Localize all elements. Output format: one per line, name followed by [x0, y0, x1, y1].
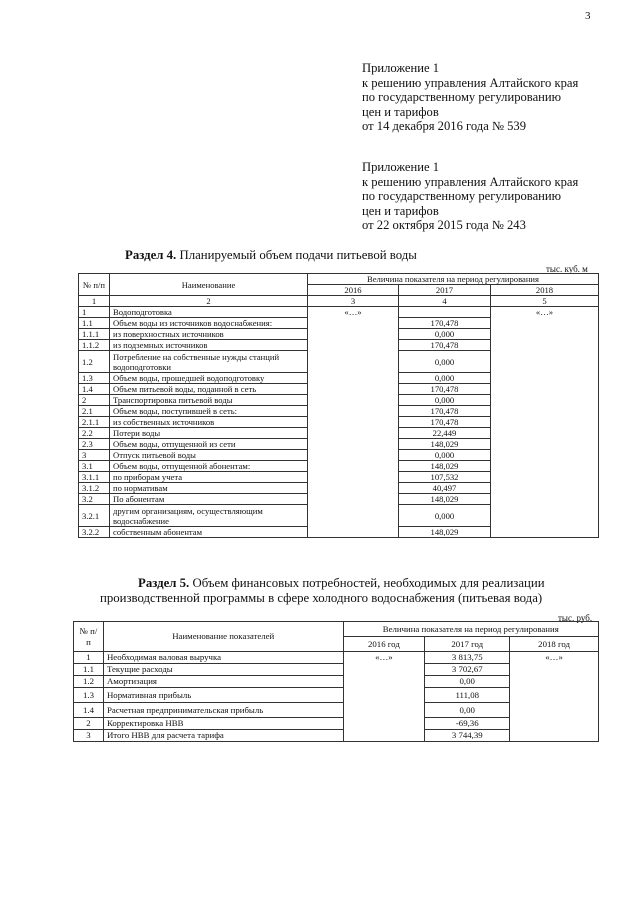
row-number: 2.3 [79, 439, 110, 450]
row-number: 2.2 [79, 428, 110, 439]
value-2016: «…» [308, 307, 399, 538]
value-2016: «…» [343, 652, 425, 742]
section4-title: Планируемый объем подачи питьевой воды [179, 248, 417, 262]
row-number: 3.2 [79, 494, 110, 505]
row-name: Объем воды, отпущенной из сети [110, 439, 308, 450]
appendix-line: от 14 декабря 2016 года № 539 [362, 119, 527, 134]
value-2017: 148,029 [399, 461, 491, 472]
row-name: из поверхностных источников [110, 329, 308, 340]
value-2017: 0,000 [399, 329, 491, 340]
section4-table [78, 273, 599, 538]
value-2018: «…» [510, 652, 599, 742]
row-number: 3.1.2 [79, 483, 110, 494]
row-number: 1.4 [79, 384, 110, 395]
row-number: 3.1.1 [79, 472, 110, 483]
appendix-line: к решению управления Алтайского края [362, 174, 579, 189]
value-2017: 40,497 [399, 483, 491, 494]
row-number: 3 [74, 730, 104, 742]
row-number: 1.1.2 [79, 340, 110, 351]
value-2017: 0,000 [399, 373, 491, 384]
header-year: 2016 [308, 285, 399, 296]
row-name: Объем воды из источников водоснабжения: [110, 318, 308, 329]
value-2017: 0,000 [399, 351, 491, 373]
value-2017: -69,36 [425, 718, 510, 730]
row-name: Необходимая валовая выручка [103, 652, 343, 664]
value-2017: 170,478 [399, 406, 491, 417]
row-number: 1.4 [74, 703, 104, 718]
appendix-line: цен и тарифов [362, 104, 439, 119]
row-number: 3.2.2 [79, 527, 110, 538]
header-period: Величина показателя на период регулирования [343, 622, 599, 637]
row-number: 1.2 [74, 676, 104, 688]
section5-table [73, 621, 599, 742]
appendix-line: Приложение 1 [362, 160, 440, 174]
row-name: Текущие расходы [103, 664, 343, 676]
row-number: 1.3 [74, 688, 104, 703]
header-year: 2017 год [425, 637, 510, 652]
header-year: 2016 год [343, 637, 425, 652]
row-name: Объем воды, отпущенной абонентам: [110, 461, 308, 472]
section5-units: тыс. руб. [558, 613, 593, 623]
row-name: Нормативная прибыль [103, 688, 343, 703]
row-number: 2 [74, 718, 104, 730]
row-name: Объем воды, прошедшей водоподготовку [110, 373, 308, 384]
row-number: 1 [79, 307, 110, 318]
value-2017: 170,478 [399, 340, 491, 351]
header-period: Величина показателя на период регулирования [308, 274, 599, 285]
row-name: Итого НВВ для расчета тарифа [103, 730, 343, 742]
row-number: 2.1.1 [79, 417, 110, 428]
header-name: Наименование [110, 274, 308, 296]
row-number: 2 [79, 395, 110, 406]
row-name: Транспортировка питьевой воды [110, 395, 308, 406]
value-2017: 170,478 [399, 318, 491, 329]
header-num: № п/ п [74, 622, 104, 652]
row-name: Отпуск питьевой воды [110, 450, 308, 461]
appendix-line: от 22 октября 2015 года № 243 [362, 218, 526, 233]
col-number: 5 [491, 296, 599, 307]
row-name: Потребление на собственные нужды станций водоподготовки [110, 351, 308, 373]
value-2017: 0,000 [399, 450, 491, 461]
value-2017: 111,08 [425, 688, 510, 703]
page-number: 3 [585, 10, 591, 22]
row-number: 1 [74, 652, 104, 664]
row-name: Объем воды, поступившей в сеть: [110, 406, 308, 417]
section5-title: Объем финансовых потребностей, необходимых для реализации производственной программы в сфере холодного водоснабжения (питьевая вода) [100, 576, 545, 605]
row-number: 1.2 [79, 351, 110, 373]
row-number: 3.2.1 [79, 505, 110, 527]
row-number: 1.1 [79, 318, 110, 329]
row-name: Объем питьевой воды, поданной в сеть [110, 384, 308, 395]
row-name: Потери воды [110, 428, 308, 439]
header-year: 2017 [399, 285, 491, 296]
value-2017: 170,478 [399, 417, 491, 428]
value-2017: 0,00 [425, 703, 510, 718]
value-2018: «…» [491, 307, 599, 538]
row-name: Расчетная предпринимательская прибыль [103, 703, 343, 718]
row-name: собственным абонентам [110, 527, 308, 538]
row-number: 1.1 [74, 664, 104, 676]
row-name: Водоподготовка [110, 307, 308, 318]
header-year: 2018 [491, 285, 599, 296]
header-year: 2018 год [510, 637, 599, 652]
header-name: Наименование показателей [103, 622, 343, 652]
appendix-current [362, 61, 578, 134]
value-2017: 0,000 [399, 505, 491, 527]
value-2017: 0,000 [399, 395, 491, 406]
col-number: 3 [308, 296, 399, 307]
value-2017: 148,029 [399, 527, 491, 538]
row-name: по нормативам [110, 483, 308, 494]
value-2017: 0,00 [425, 676, 510, 688]
row-name: по приборам учета [110, 472, 308, 483]
row-number: 1.3 [79, 373, 110, 384]
appendix-original [362, 160, 578, 233]
table-row [74, 652, 599, 664]
section4-label: Раздел 4. [125, 248, 177, 262]
value-2017: 148,029 [399, 494, 491, 505]
section4-units: тыс. куб. м [546, 264, 588, 274]
value-2017: 3 702,67 [425, 664, 510, 676]
appendix-line: цен и тарифов [362, 203, 439, 218]
col-number: 1 [79, 296, 110, 307]
row-number: 3 [79, 450, 110, 461]
value-2017 [399, 307, 491, 318]
value-2017: 107,532 [399, 472, 491, 483]
section4-heading [125, 248, 417, 263]
value-2017: 3 813,75 [425, 652, 510, 664]
appendix-line: по государственному регулированию [362, 189, 562, 204]
appendix-line: к решению управления Алтайского края [362, 75, 579, 90]
row-number: 3.1 [79, 461, 110, 472]
row-name: По абонентам [110, 494, 308, 505]
col-number: 2 [110, 296, 308, 307]
table-row [79, 307, 599, 318]
row-name: другим организациям, осуществляющим водоснабжение [110, 505, 308, 527]
value-2017: 148,029 [399, 439, 491, 450]
header-num: № п/п [79, 274, 110, 296]
section5-heading [100, 576, 600, 606]
row-name: Амортизация [103, 676, 343, 688]
col-number: 4 [399, 296, 491, 307]
row-name: Корректировка НВВ [103, 718, 343, 730]
row-number: 2.1 [79, 406, 110, 417]
section5-label: Раздел 5. [138, 576, 190, 590]
appendix-line: Приложение 1 [362, 61, 440, 75]
row-name: из подземных источников [110, 340, 308, 351]
value-2017: 3 744,39 [425, 730, 510, 742]
value-2017: 170,478 [399, 384, 491, 395]
value-2017: 22,449 [399, 428, 491, 439]
row-name: из собственных источников [110, 417, 308, 428]
row-number: 1.1.1 [79, 329, 110, 340]
appendix-line: по государственному регулированию [362, 90, 562, 105]
